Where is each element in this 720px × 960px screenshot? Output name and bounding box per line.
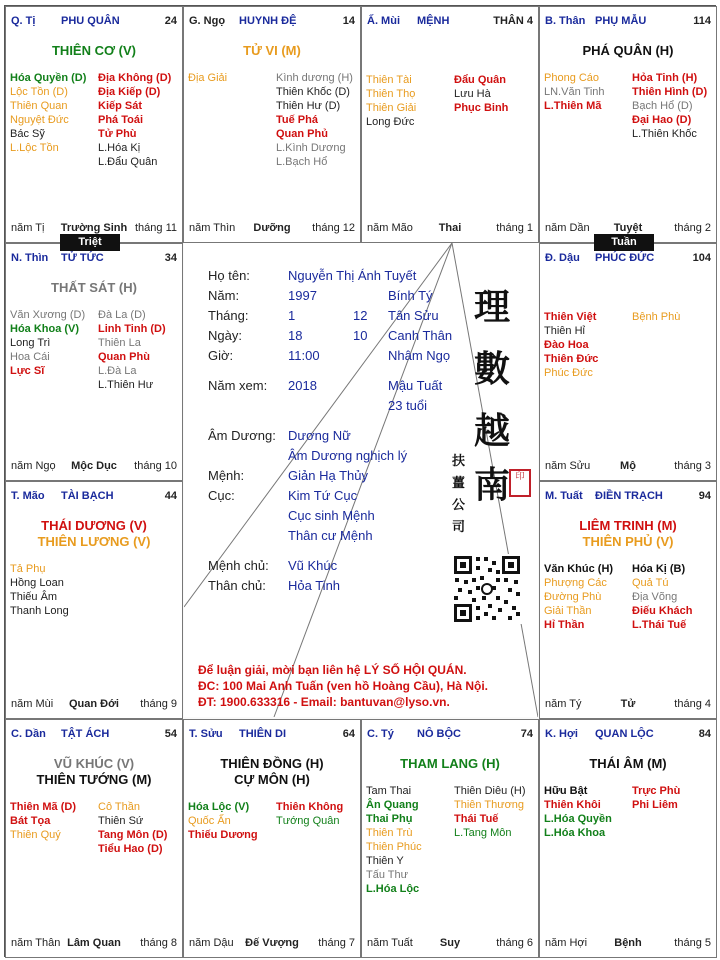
- footer-month: tháng 1: [496, 222, 533, 234]
- palace-header: [545, 15, 711, 29]
- left-star-column: [10, 562, 69, 618]
- palace-main-stars: [6, 518, 182, 550]
- main-star: LIÊM TRINH (M): [579, 518, 677, 533]
- star-item: Hỉ Thần: [544, 619, 585, 631]
- palace-p9: [5, 719, 183, 958]
- seal-text: 扶 薑 公 司: [452, 454, 466, 535]
- footer-month: tháng 10: [134, 460, 177, 472]
- label-am-duong: Âm Dương:: [208, 428, 276, 443]
- star-item: L.Lộc Tồn: [10, 142, 59, 154]
- palace-name: PHU QUÂN: [61, 15, 120, 27]
- label-menh: Mệnh:: [208, 468, 245, 483]
- star-item: Đào Hoa: [544, 339, 589, 351]
- star-item: Phúc Đức: [544, 367, 593, 379]
- star-item: Tả Phụ: [10, 563, 46, 575]
- star-item: Lực Sĩ: [10, 365, 45, 377]
- palace-main-stars: [184, 43, 360, 59]
- star-item: L.Hóa Quyền: [544, 813, 612, 825]
- palace-header: [367, 15, 533, 29]
- star-item: Hồng Loan: [10, 577, 64, 589]
- palace-main-stars: [540, 518, 716, 550]
- footer-month: tháng 9: [140, 698, 177, 710]
- star-item: Đại Hao (D): [632, 114, 692, 126]
- palace-number: THÂN 4: [493, 15, 533, 27]
- left-star-column: [366, 784, 422, 896]
- palace-header: [545, 490, 711, 504]
- palace-header: [11, 15, 177, 29]
- calligraphy-char-3: 越: [474, 410, 511, 452]
- palace-header: [189, 728, 355, 742]
- star-item: Thái Tuế: [454, 813, 499, 825]
- palace-footer: [11, 698, 177, 712]
- left-star-column: [188, 71, 227, 85]
- star-item: Địa Giải: [188, 72, 228, 84]
- palace-header: [11, 252, 177, 266]
- star-item: Văn Xương (D): [10, 309, 86, 321]
- palace-name: TÀI BẠCH: [61, 490, 114, 502]
- star-item: Bạch Hổ (D): [632, 100, 693, 112]
- main-star: THIÊN PHỦ (V): [582, 534, 674, 549]
- star-item: Thiên Khôi: [544, 799, 601, 811]
- star-item: Trực Phù: [632, 785, 681, 797]
- footer-year: năm Sửu: [545, 460, 591, 472]
- palace-number: 84: [698, 728, 711, 740]
- footer-month: tháng 12: [312, 222, 355, 234]
- triet-badge: Triệt: [60, 234, 120, 251]
- palace-footer: [11, 460, 177, 474]
- palace-header: [367, 728, 533, 742]
- palace-header: [11, 490, 177, 504]
- main-star: PHÁ QUÂN (H): [582, 43, 674, 58]
- palace-can: Q. Tị: [11, 15, 36, 27]
- footer-stage: Lâm Quan: [67, 937, 121, 949]
- star-item: Hữu Bật: [544, 785, 588, 797]
- star-item: L.Bạch Hổ: [276, 156, 328, 168]
- am-duong-1: Dương Nữ: [288, 428, 351, 443]
- footer-year: năm Tị: [11, 222, 45, 234]
- star-item: L.Thiên Hư: [98, 379, 154, 391]
- palace-main-stars: [184, 756, 360, 788]
- star-item: Linh Tinh (D): [98, 323, 166, 335]
- palace-can: G. Ngọ: [189, 15, 226, 27]
- main-star: THẤT SÁT (H): [51, 280, 137, 295]
- footer-stage: Tuyệt: [613, 222, 643, 234]
- cuc-1: Kim Tứ Cục: [288, 488, 358, 503]
- star-item: Hỏa Tinh (H): [632, 72, 698, 84]
- star-item: Thiếu Âm: [10, 591, 58, 603]
- star-item: Thiên Mã (D): [10, 801, 76, 813]
- right-star-column: [98, 308, 166, 392]
- palace-main-stars: [6, 756, 182, 788]
- main-star: THIÊN LƯƠNG (V): [37, 534, 151, 549]
- hour-solar: 11:00: [288, 348, 320, 363]
- footer-stage: Thai: [438, 222, 462, 234]
- star-item: L.Thiên Mã: [544, 100, 602, 112]
- palace-number: 104: [692, 252, 711, 264]
- star-item: Thiên Sứ: [98, 815, 144, 827]
- palace-number: 114: [693, 15, 711, 27]
- palace-can: Đ. Dậu: [545, 252, 580, 264]
- palace-name: NÔ BỘC: [417, 728, 461, 740]
- left-star-column: [544, 71, 605, 113]
- tuvi-chart: [4, 5, 716, 957]
- star-item: Địa Võng: [632, 591, 678, 603]
- star-item: Long Trì: [10, 337, 51, 349]
- star-item: Phá Toái: [98, 114, 144, 126]
- than-chu: Hỏa Tinh: [288, 578, 341, 593]
- palace-p8: [539, 481, 717, 719]
- star-item: Hoa Cái: [10, 351, 50, 363]
- star-item: Quan Phù: [98, 351, 150, 363]
- footer-month: tháng 7: [318, 937, 355, 949]
- footer-month: tháng 11: [134, 222, 177, 234]
- star-item: Hóa Lộc (V): [188, 801, 250, 813]
- footer-month: tháng 6: [496, 937, 533, 949]
- star-item: Thanh Long: [10, 605, 69, 617]
- label-year: Năm:: [208, 288, 240, 303]
- star-item: Thiên Khốc (D): [276, 86, 350, 98]
- palace-p2: [183, 6, 361, 243]
- star-item: Thiên Hỉ: [544, 325, 585, 337]
- palace-name: THIÊN DI: [239, 728, 287, 740]
- footer-stage: Tử: [620, 698, 636, 710]
- star-item: Tiểu Hao (D): [98, 843, 163, 855]
- footer-year: năm Ngọ: [11, 460, 56, 472]
- year-solar: 1997: [288, 288, 317, 303]
- star-item: Phục Binh: [454, 102, 509, 114]
- right-star-column: [632, 562, 693, 632]
- star-item: Bệnh Phù: [632, 311, 681, 323]
- palace-main-stars: [362, 756, 538, 772]
- palace-footer: [367, 222, 533, 236]
- age: 23 tuổi: [388, 398, 428, 413]
- calligraphy-char-2: 數: [474, 348, 511, 390]
- palace-can: C. Dần: [11, 728, 46, 740]
- main-star: CỰ MÔN (H): [234, 772, 310, 787]
- palace-number: 34: [164, 252, 177, 264]
- star-item: L.Tang Môn: [454, 827, 512, 839]
- palace-name: MỆNH: [417, 15, 450, 27]
- contact-line-2: ĐC: 100 Mai Anh Tuấn (ven hồ Hoàng Cầu), Hà Nội.: [198, 679, 489, 693]
- palace-can: N. Thìn: [11, 252, 49, 264]
- star-item: Thiên Diêu (H): [454, 785, 526, 797]
- contact-line-3: ĐT: 1900.633316 - Email: bantuvan@lyso.vn.: [198, 695, 450, 709]
- palace-header: [545, 728, 711, 742]
- palace-p3: [361, 6, 539, 243]
- main-star: THÁI DƯƠNG (V): [41, 518, 147, 533]
- star-item: Ân Quang: [366, 799, 419, 811]
- calligraphy-char-4: 南: [474, 464, 511, 506]
- star-item: Cô Thần: [98, 801, 140, 813]
- right-star-column: [632, 784, 680, 812]
- label-menh-chu: Mệnh chủ:: [208, 558, 269, 573]
- palace-number: 54: [164, 728, 177, 740]
- footer-stage: Bệnh: [614, 937, 642, 949]
- view-year: 2018: [288, 378, 317, 393]
- palace-can: M. Tuất: [545, 490, 583, 502]
- palace-header: [11, 728, 177, 742]
- palace-main-stars: [540, 43, 716, 59]
- star-item: Bát Tọa: [10, 815, 51, 827]
- footer-stage: Suy: [439, 937, 461, 949]
- right-star-column: [632, 310, 680, 324]
- star-item: Thiên Thọ: [366, 88, 416, 100]
- main-star: THIÊN TƯỚNG (M): [36, 772, 152, 787]
- palace-footer: [545, 698, 711, 712]
- qr-code: [452, 554, 522, 624]
- star-item: Phong Cáo: [544, 72, 600, 84]
- star-item: Thiên Tài: [366, 74, 412, 86]
- palace-footer: [11, 937, 177, 951]
- palace-number: 74: [520, 728, 533, 740]
- right-star-column: [454, 73, 508, 115]
- star-item: L.Đà La: [98, 365, 137, 377]
- footer-month: tháng 5: [674, 937, 711, 949]
- star-item: Thiên Trù: [366, 827, 413, 839]
- footer-stage: Mộc Dục: [71, 460, 117, 472]
- view-year-lunar: Mậu Tuất: [388, 378, 443, 393]
- star-item: Đẩu Quân: [454, 74, 506, 86]
- star-item: Lộc Tồn (D): [10, 86, 68, 98]
- star-item: Thiên Quý: [10, 829, 61, 841]
- star-item: L.Hóa Kị: [98, 142, 141, 154]
- palace-number: 24: [164, 15, 177, 27]
- label-hour: Giờ:: [208, 348, 234, 363]
- star-item: Thiên Hình (D): [632, 86, 708, 98]
- day-lunar-num: 10: [353, 328, 368, 343]
- footer-stage: Đế Vượng: [245, 937, 299, 949]
- menh-value: Giản Hạ Thủy: [288, 468, 368, 483]
- label-cuc: Cục:: [208, 488, 235, 503]
- star-item: Quả Tú: [632, 577, 669, 589]
- star-item: L.Kình Dương: [276, 142, 346, 154]
- palace-header: [545, 252, 711, 266]
- palace-can: Ấ. Mùi: [367, 15, 400, 27]
- year-lunar: Bính Tý: [388, 288, 433, 303]
- right-star-column: [632, 71, 707, 141]
- right-star-column: [98, 800, 167, 856]
- main-star: THAM LANG (H): [400, 756, 500, 771]
- star-item: Thiên La: [98, 337, 141, 349]
- star-item: Thiên Giải: [366, 102, 417, 114]
- cuc-3: Thân cư Mệnh: [288, 528, 373, 543]
- left-star-column: [544, 310, 598, 380]
- palace-footer: [545, 937, 711, 951]
- left-star-column: [544, 784, 612, 840]
- palace-number: 64: [342, 728, 355, 740]
- month-lunar-num: 12: [353, 308, 368, 323]
- main-star: THIÊN ĐỒNG (H): [220, 756, 324, 771]
- footer-month: tháng 3: [674, 460, 711, 472]
- label-name: Họ tên:: [208, 268, 250, 283]
- star-item: Tấu Thư: [366, 869, 409, 881]
- calligraphy-char-1: 理: [474, 286, 511, 328]
- palace-p1: [5, 6, 183, 243]
- palace-p10: [183, 719, 361, 958]
- footer-stage: Trường Sinh: [60, 222, 128, 234]
- palace-footer: [189, 222, 355, 236]
- star-item: Thiên Đức: [544, 353, 599, 365]
- palace-number: 14: [342, 15, 355, 27]
- star-item: Thiên Không: [276, 801, 344, 813]
- main-star: VŨ KHÚC (V): [53, 756, 135, 771]
- am-duong-2: Âm Dương nghịch lý: [288, 448, 408, 463]
- star-item: Quốc Ấn: [188, 815, 231, 827]
- star-item: Phi Liêm: [632, 799, 678, 811]
- star-item: Địa Kiếp (D): [98, 86, 161, 98]
- footer-stage: Dưỡng: [253, 222, 291, 234]
- star-item: Văn Khúc (H): [544, 563, 614, 575]
- star-item: Tướng Quân: [276, 815, 340, 827]
- star-item: Nguyệt Đức: [10, 114, 69, 126]
- left-star-column: [188, 800, 258, 842]
- star-item: Bác Sỹ: [10, 128, 45, 140]
- star-item: LN.Văn Tinh: [544, 86, 605, 98]
- star-item: Kiếp Sát: [98, 100, 143, 112]
- star-item: Điếu Khách: [632, 605, 693, 617]
- footer-month: tháng 4: [674, 698, 711, 710]
- left-star-column: [366, 73, 416, 129]
- star-item: Thiếu Dương: [188, 829, 258, 841]
- palace-main-stars: [6, 280, 182, 296]
- star-item: L.Thiên Khốc: [632, 128, 697, 140]
- star-item: Tang Môn (D): [98, 829, 168, 841]
- day-solar: 18: [288, 328, 303, 343]
- month-solar: 1: [288, 308, 296, 323]
- palace-p7: [5, 481, 183, 719]
- day-lunar: Canh Thân: [388, 328, 453, 343]
- star-item: Thiên Việt: [544, 311, 597, 323]
- footer-stage: Mộ: [620, 460, 636, 472]
- star-item: Tam Thai: [366, 785, 412, 797]
- palace-name: ĐIỀN TRẠCH: [595, 490, 663, 502]
- palace-p11: [361, 719, 539, 958]
- label-day: Ngày:: [208, 328, 242, 343]
- palace-name: PHỤ MẪU: [595, 15, 647, 27]
- star-item: Long Đức: [366, 116, 415, 128]
- footer-year: năm Dần: [545, 222, 590, 234]
- seal-stamp: 印: [509, 469, 531, 497]
- person-name: Nguyễn Thị Ánh Tuyết: [288, 268, 417, 283]
- right-star-column: [454, 784, 526, 840]
- footer-year: năm Mão: [367, 222, 413, 234]
- month-lunar: Tân Sửu: [388, 308, 439, 323]
- star-item: L.Đẩu Quân: [98, 156, 158, 168]
- footer-year: năm Thân: [11, 937, 61, 949]
- palace-main-stars: [6, 43, 182, 59]
- palace-p4: [539, 6, 717, 243]
- palace-name: QUAN LỘC: [595, 728, 654, 740]
- right-star-column: [98, 71, 171, 169]
- star-item: Kình dương (H): [276, 72, 353, 84]
- label-view-year: Năm xem:: [208, 378, 268, 393]
- palace-can: T. Sửu: [189, 728, 223, 740]
- hour-lunar: Nhâm Ngọ: [388, 348, 451, 363]
- main-star: THIÊN CƠ (V): [51, 43, 137, 58]
- palace-footer: [545, 460, 711, 474]
- star-item: L.Hóa Khoa: [544, 827, 606, 839]
- left-star-column: [10, 71, 86, 155]
- right-star-column: [276, 71, 353, 169]
- footer-year: năm Mùi: [11, 698, 54, 710]
- palace-name: PHÚC ĐỨC: [595, 252, 655, 264]
- palace-name: TẬT ÁCH: [61, 728, 110, 740]
- star-item: Quan Phủ: [276, 128, 328, 140]
- palace-main-stars: [540, 756, 716, 772]
- star-item: Tử Phù: [98, 128, 137, 140]
- main-star: TỬ VI (M): [243, 43, 301, 58]
- star-item: L.Thái Tuế: [632, 619, 687, 631]
- palace-p12: [539, 719, 717, 958]
- footer-year: năm Dậu: [189, 937, 234, 949]
- left-star-column: [10, 800, 76, 842]
- footer-year: năm Tý: [545, 698, 582, 710]
- menh-chu: Vũ Khúc: [288, 558, 338, 573]
- palace-footer: [189, 937, 355, 951]
- palace-number: 44: [164, 490, 177, 502]
- star-item: Đường Phù: [544, 591, 602, 603]
- footer-year: năm Thìn: [189, 222, 236, 234]
- main-star: THÁI ÂM (M): [589, 756, 667, 771]
- star-item: Giải Thần: [544, 605, 592, 617]
- footer-month: tháng 8: [140, 937, 177, 949]
- star-item: Thiên Hư (D): [276, 100, 341, 112]
- tuan-badge: Tuần: [594, 234, 654, 251]
- footer-stage: Quan Đới: [69, 698, 119, 710]
- center-info-panel: [184, 243, 538, 717]
- palace-number: 94: [698, 490, 711, 502]
- star-item: Thiên Phúc: [366, 841, 422, 853]
- star-item: Hóa Quyền (D): [10, 72, 87, 84]
- star-item: Thai Phụ: [366, 813, 413, 825]
- palace-can: C. Tý: [367, 728, 394, 740]
- palace-footer: [367, 937, 533, 951]
- star-item: Thiên Y: [366, 855, 404, 867]
- star-item: Tuế Phá: [276, 114, 318, 126]
- cuc-2: Cục sinh Mệnh: [288, 508, 375, 523]
- palace-can: T. Mão: [11, 490, 45, 502]
- footer-year: năm Tuất: [367, 937, 413, 949]
- palace-can: B. Thân: [545, 15, 586, 27]
- label-than-chu: Thân chủ:: [208, 578, 266, 593]
- palace-p6: [539, 243, 717, 481]
- star-item: Địa Không (D): [98, 72, 172, 84]
- star-item: Hóa Kị (B): [632, 563, 686, 575]
- footer-year: năm Hợi: [545, 937, 588, 949]
- palace-header: [189, 15, 355, 29]
- star-item: Đà La (D): [98, 309, 146, 321]
- palace-name: HUYNH ĐỆ: [239, 15, 297, 27]
- palace-p5: [5, 243, 183, 481]
- right-star-column: [276, 800, 343, 828]
- left-star-column: [10, 308, 85, 378]
- label-month: Tháng:: [208, 308, 249, 323]
- palace-can: K. Hợi: [545, 728, 578, 740]
- star-item: Thiên Thương: [454, 799, 525, 811]
- contact-line-1: Để luận giải, mời bạn liên hệ LÝ SỐ HỘI QUÁN.: [198, 663, 467, 677]
- star-item: Phượng Các: [544, 577, 607, 589]
- star-item: Hóa Khoa (V): [10, 323, 80, 335]
- star-item: L.Hóa Lộc: [366, 883, 420, 895]
- left-star-column: [544, 562, 613, 632]
- palace-name: TỬ TỨC: [61, 252, 104, 264]
- star-item: Lưu Hà: [454, 88, 491, 100]
- star-item: Thiên Quan: [10, 100, 68, 112]
- footer-month: tháng 2: [674, 222, 711, 234]
